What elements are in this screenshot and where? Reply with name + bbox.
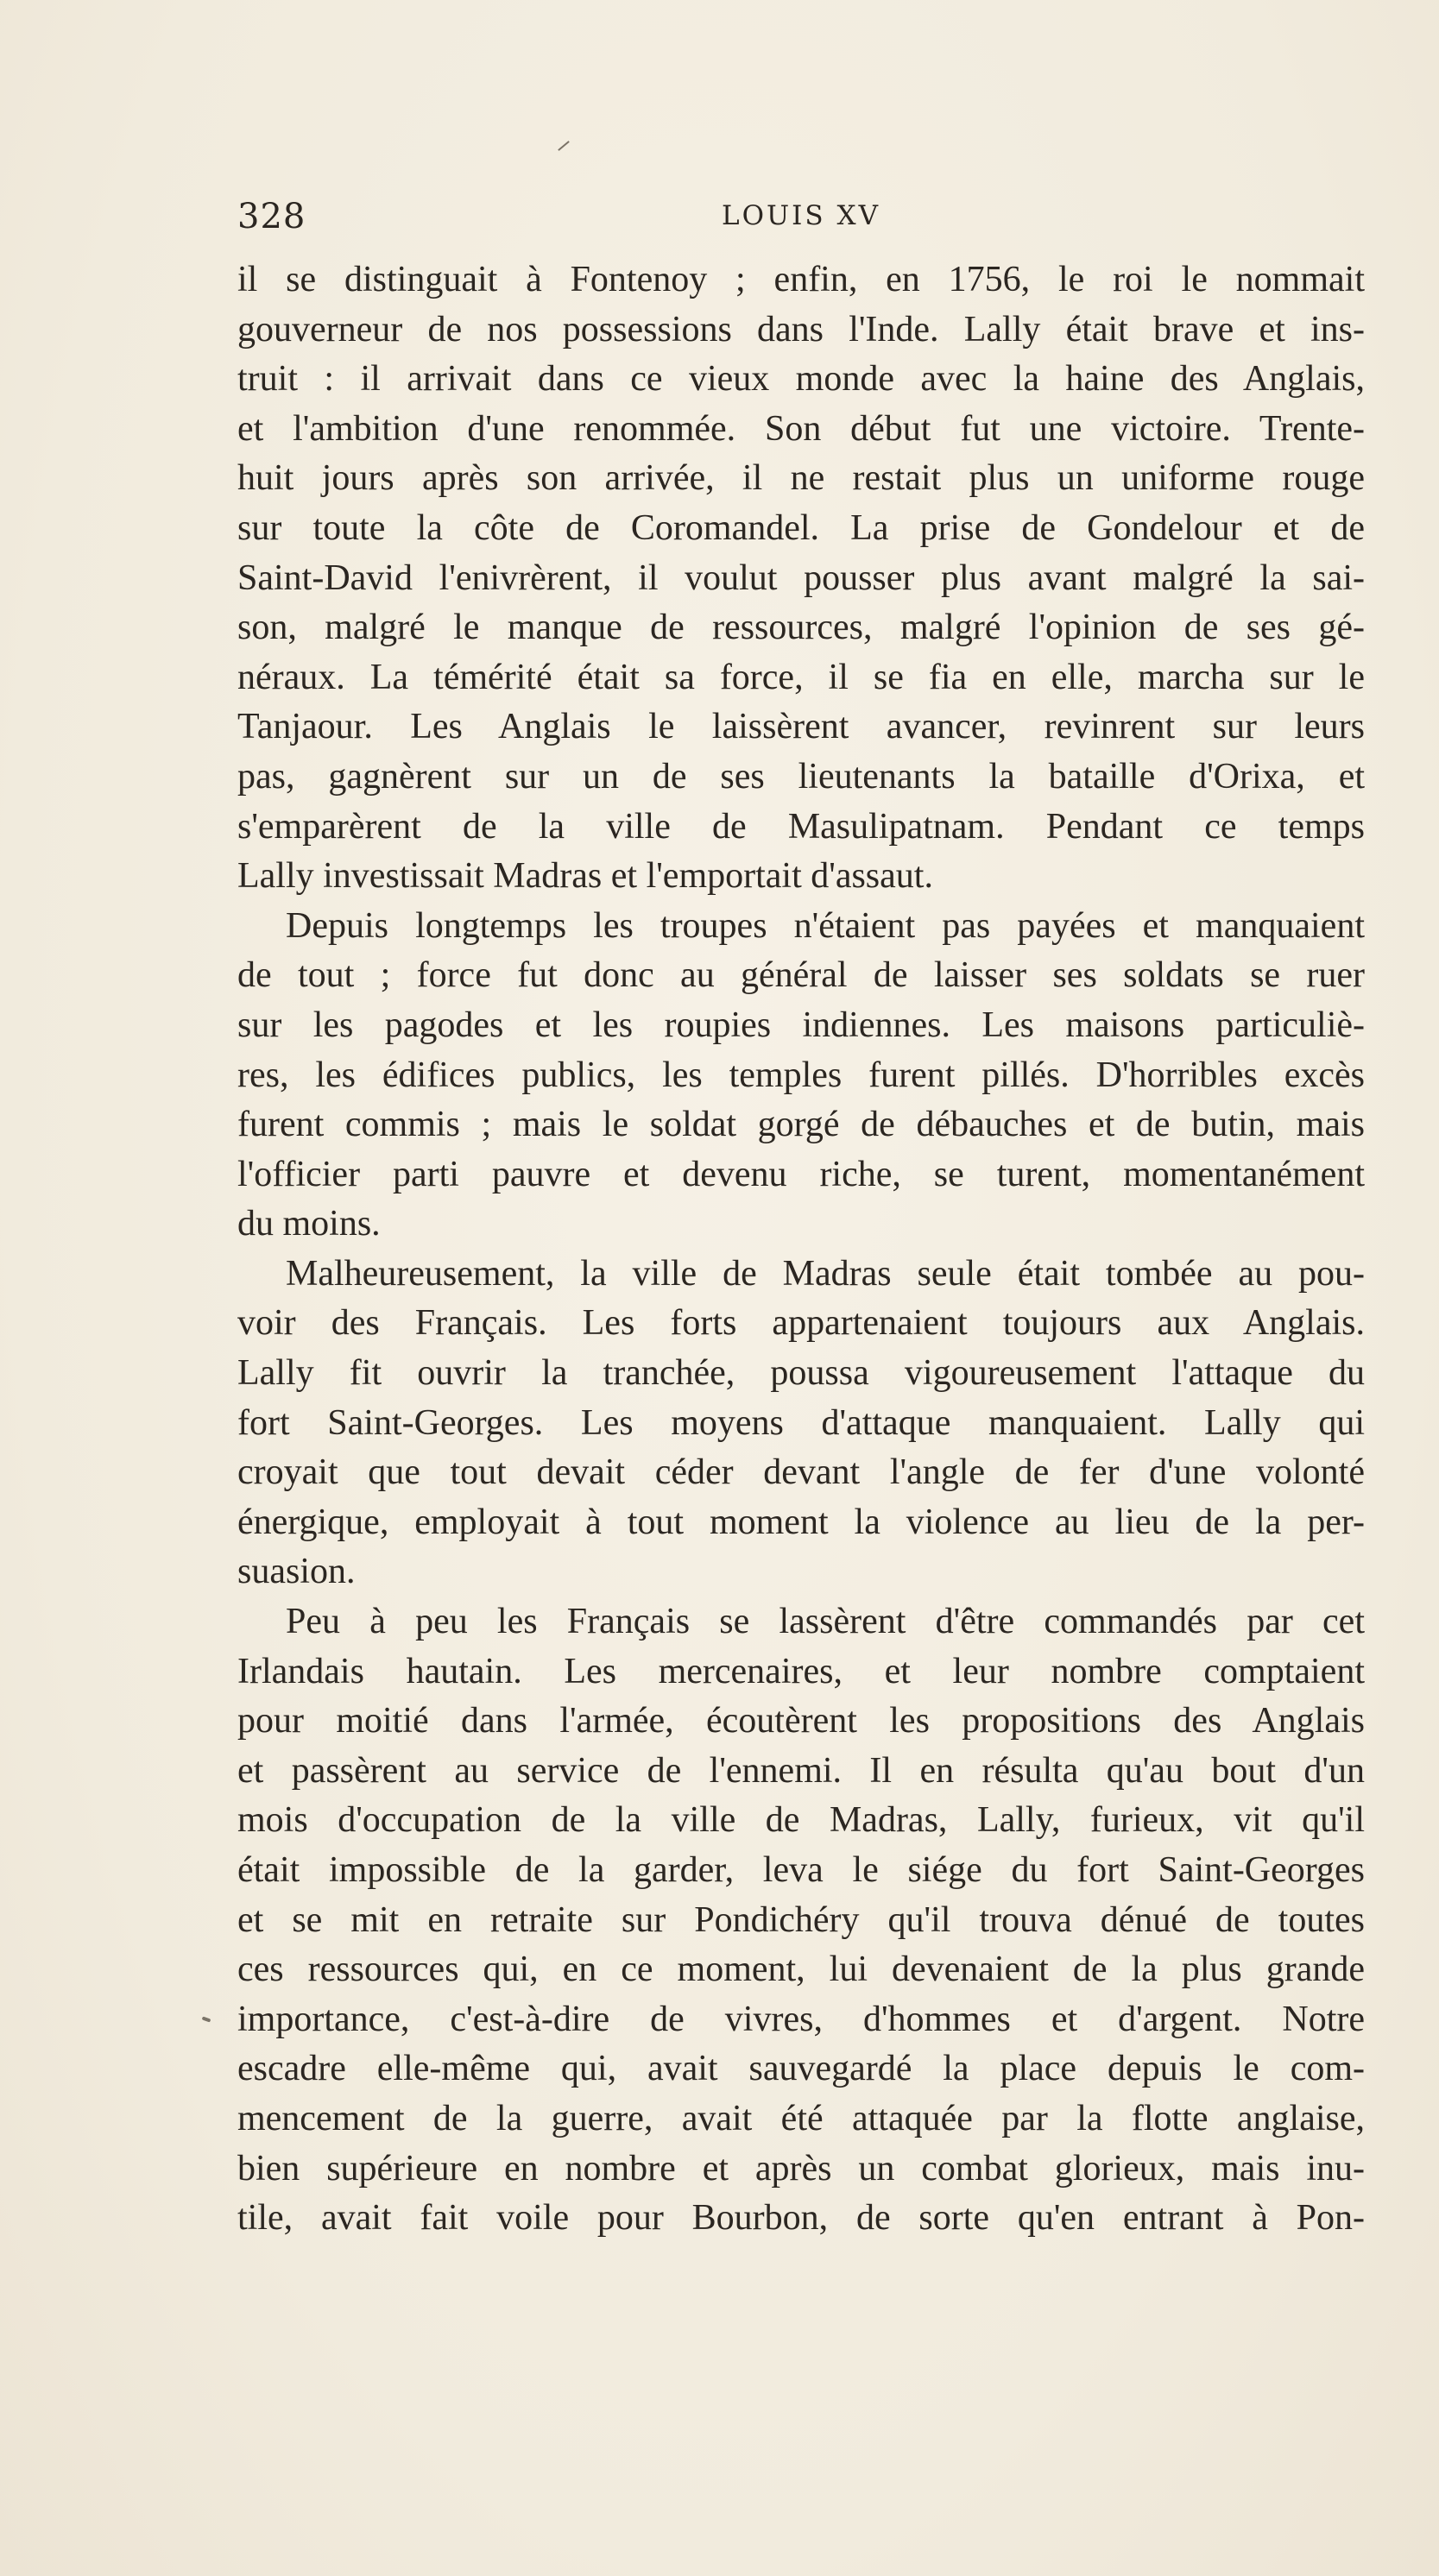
text-line: son, malgré le manque de ressources, malgré l'opinion de ses gé- [237,608,1365,648]
text-line: et l'ambition d'une renommée. Son début fut une victoire. Trente- [237,408,1365,449]
text-line: Saint-David l'enivrèrent, il voulut pousser plus avant malgré la sai- [237,557,1365,598]
paragraph [237,1597,1365,2244]
text-line: était impossible de la garder, leva le siége du fort Saint-Georges [237,1850,1365,1890]
running-head [237,197,1365,240]
text-line: tile, avait fait voile pour Bourbon, de sorte qu'en entrant à Pon- [237,2198,1365,2239]
text-line: huit jours après son arrivée, il ne restait plus un uniforme rouge [237,458,1365,499]
text-line: et passèrent au service de l'ennemi. Il en résulta qu'au bout d'un [237,1750,1365,1791]
text-line: croyait que tout devait céder devant l'angle de fer d'une volonté [237,1452,1365,1493]
text-line: res, les édifices publics, les temples furent pillés. D'horribles excès [237,1055,1365,1095]
margin-speck [202,2016,211,2022]
text-line: importance, c'est-à-dire de vivres, d'hommes et d'argent. Notre [237,1999,1365,2039]
text-line: il se distinguait à Fontenoy ; enfin, en 1756, le roi le nommait [237,260,1365,299]
text-line: suasion. [237,1552,356,1592]
text-line: néraux. La témérité était sa force, il se fia en elle, marcha sur le [237,657,1365,697]
paragraph [237,1250,1365,1597]
text-line: Irlandais hautain. Les mercenaires, et leur nombre comptaient [237,1651,1365,1691]
text-line: et se mit en retraite sur Pondichéry qu'il trouva dénué de toutes [237,1899,1365,1940]
text-line: escadre elle-même qui, avait sauvegardé la place depuis le com- [237,2049,1365,2089]
text-line: Malheureusement, la ville de Madras seule était tombée au pou- [286,1253,1365,1294]
text-line: furent commis ; mais le soldat gorgé de débauches et de butin, mais [237,1105,1365,1145]
text-line: Lally investissait Madras et l'emportait d'assaut. [237,856,933,897]
body-text [237,255,1365,2244]
text-line: Tanjaour. Les Anglais le laissèrent avancer, revinrent sur leurs [237,707,1365,747]
text-line: fort Saint-Georges. Les moyens d'attaque manquaient. Lally qui [237,1402,1365,1443]
text-line: pour moitié dans l'armée, écoutèrent les propositions des Anglais [237,1701,1365,1741]
paragraph [237,902,1365,1250]
text-line: Peu à peu les Français se lassèrent d'être commandés par cet [286,1602,1365,1642]
text-line: du moins. [237,1204,381,1244]
text-line: l'officier parti pauvre et devenu riche, se turent, momentanément [237,1154,1365,1194]
paragraph [237,255,1365,902]
text-line: mencement de la guerre, avait été attaquée par la flotte anglaise, [237,2098,1365,2138]
text-line: énergique, employait à tout moment la violence au lieu de la per- [237,1502,1365,1542]
text-line: Lally fit ouvrir la tranchée, poussa vigoureusement l'attaque du [237,1353,1365,1394]
page-number: 328 [237,197,306,236]
ink-mark [558,141,570,151]
text-line: truit : il arrivait dans ce vieux monde avec la haine des Anglais, [237,359,1365,400]
text-line: voir des Français. Les forts appartenaient toujours aux Anglais. [237,1303,1365,1344]
text-line: sur les pagodes et les roupies indiennes. Les maisons particuliè- [237,1005,1365,1045]
text-line: pas, gagnèrent sur un de ses lieutenants la bataille d'Orixa, et [237,756,1365,797]
text-line: s'emparèrent de la ville de Masulipatnam. Pendant ce temps [237,806,1365,847]
text-line: sur toute la côte de Coromandel. La prise de Gondelour et de [237,507,1365,548]
text-line: bien supérieure en nombre et après un combat glorieux, mais inu- [237,2148,1365,2189]
text-line: gouverneur de nos possessions dans l'Inde. Lally était brave et ins- [237,309,1365,350]
text-line: ces ressources qui, en ce moment, lui devenaient de la plus grande [237,1949,1365,1990]
text-line: Depuis longtemps les troupes n'étaient pas payées et manquaient [286,905,1365,946]
text-line: de tout ; force fut donc au général de laisser ses soldats se ruer [237,955,1365,996]
running-title: LOUIS XV [722,200,880,231]
text-line: mois d'occupation de la ville de Madras, Lally, furieux, vit qu'il [237,1800,1365,1841]
